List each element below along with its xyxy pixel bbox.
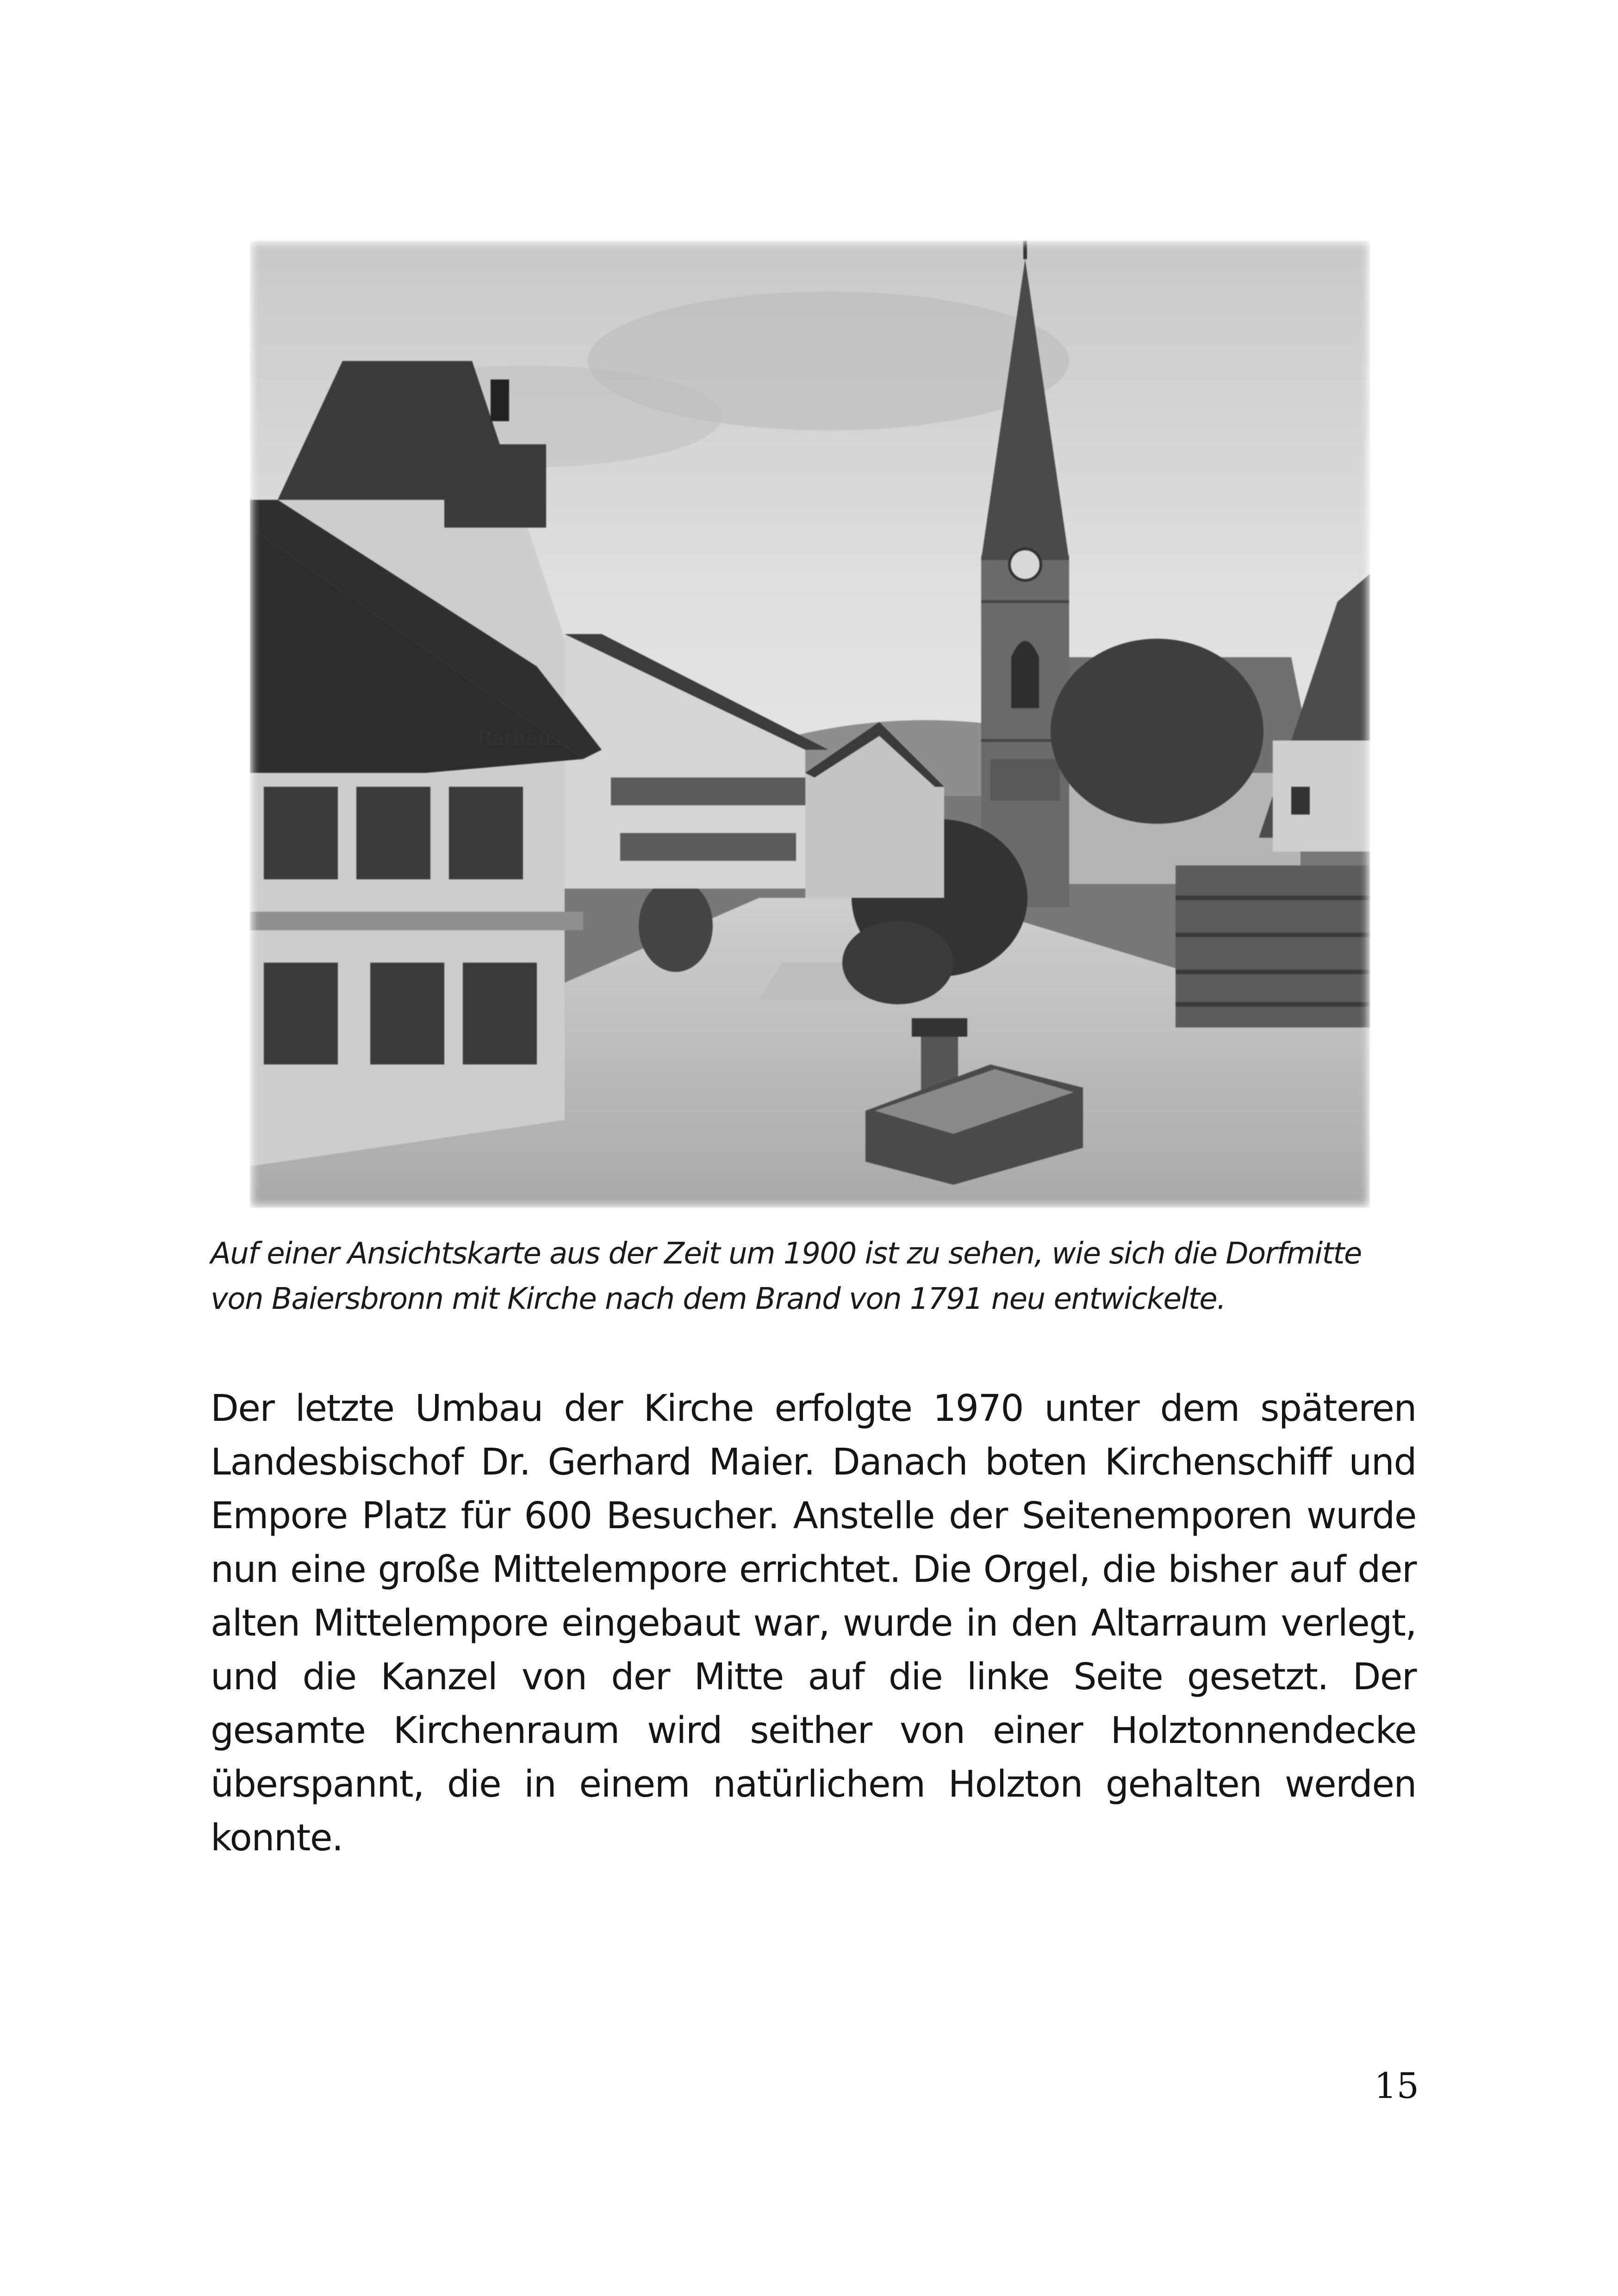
caption-line-1: Auf einer Ansichtskarte aus der Zeit um 1900 ist zu sehen, wie sich die Dorfmitte [211, 1237, 1362, 1271]
caption-line-2: von Baiersbronn mit Kirche nach dem Brand von 1791 neu entwickelte. [211, 1282, 1226, 1316]
historic-postcard-photo [250, 241, 1370, 1208]
body-paragraph: Der letzte Umbau der Kirche erfolgte 1970 unter dem späteren Landesbischof Dr. Gerhard Maier. Danach boten Kirchenschiff und Empore Platz für 600 Besucher. Anstelle der Seitenemporen wurde nun eine große Mittelempore errichtet. Die Orgel, die bisher auf der alten Mittelempore eingebaut war, wurde in den Altarraum verlegt, und die Kanzel von der Mitte auf die linke Seite gesetzt. Der gesamte Kirchenraum wird seither von einer Holztonnendecke überspannt, die in einem natürlichem Holzton gehalten werden konnte. [211, 1387, 1416, 1859]
photo-caption [211, 1231, 1419, 1322]
rathaus-sign: Rathaus [477, 727, 562, 750]
page-number: 15 [1374, 2065, 1419, 2106]
village-square-illustration [250, 241, 1370, 1208]
woodpile [1176, 865, 1370, 1027]
